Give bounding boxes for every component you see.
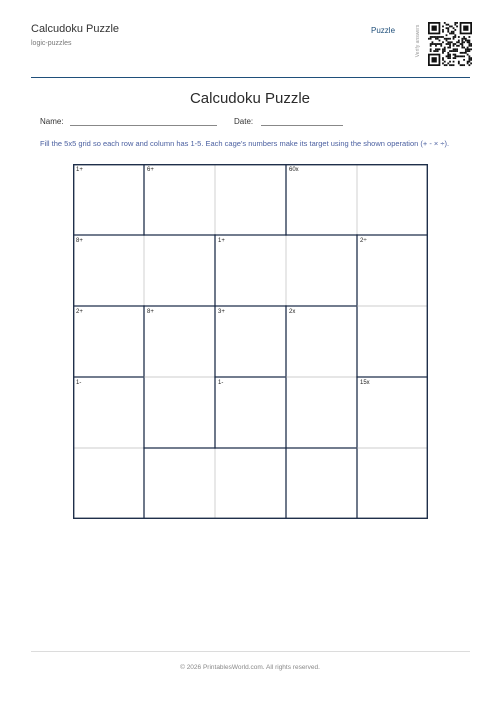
header-divider [31, 77, 470, 78]
footer-divider [31, 651, 470, 652]
instructions: Fill the 5x5 grid so each row and column has 1-5. Each cage's numbers make its target using the shown operation (+ - × ÷). [40, 139, 450, 148]
date-field[interactable] [261, 125, 343, 126]
qr-code-icon [428, 16, 472, 73]
grid-cell[interactable] [144, 306, 215, 377]
cage-clue: 8+ [76, 238, 83, 244]
cage-clue: 2+ [76, 309, 83, 315]
header-title: Calcudoku Puzzle [31, 23, 120, 35]
footer-copyright: © 2026 PrintablesWorld.com. All rights reserved. [180, 664, 320, 671]
grid-cell[interactable] [357, 235, 428, 306]
grid-cell[interactable] [144, 164, 215, 235]
date-label: Date: [234, 117, 254, 126]
calcudoku-grid[interactable] [73, 164, 428, 519]
cage-clue: 1+ [218, 238, 225, 244]
cage-clue: 2÷ [360, 238, 367, 244]
cage-clue: 6+ [147, 167, 154, 173]
grid-cell[interactable] [286, 235, 357, 306]
verify-label: Verify answers [415, 24, 421, 58]
grid-cell[interactable] [286, 306, 357, 377]
grid-cell[interactable] [357, 164, 428, 235]
cage-clue: 3+ [218, 309, 225, 315]
grid-cell[interactable] [215, 448, 286, 519]
cage-clue: 60x [289, 167, 299, 173]
grid-cell[interactable] [215, 164, 286, 235]
grid-cell[interactable] [144, 448, 215, 519]
grid-cell[interactable] [357, 306, 428, 377]
grid-cell[interactable] [357, 448, 428, 519]
verify-label-container [413, 16, 423, 72]
grid-cell[interactable] [286, 448, 357, 519]
cage-clue: 2x [289, 309, 296, 315]
grid-cell[interactable] [215, 377, 286, 448]
grid-cell[interactable] [73, 235, 144, 306]
grid-cell[interactable] [357, 377, 428, 448]
grid-cell[interactable] [73, 306, 144, 377]
grid-cell[interactable] [144, 235, 215, 306]
grid-cell[interactable] [286, 164, 357, 235]
name-label: Name: [40, 117, 64, 126]
cage-clue: 8+ [147, 309, 154, 315]
grid-cell[interactable] [73, 377, 144, 448]
grid-cell[interactable] [144, 377, 215, 448]
cage-clue: 1- [76, 380, 82, 386]
document-title: Calcudoku Puzzle [189, 90, 311, 107]
grid-cell[interactable] [286, 377, 357, 448]
grid-cell[interactable] [215, 306, 286, 377]
grid-lines [73, 164, 428, 519]
grid-cell[interactable] [215, 235, 286, 306]
grid-cell[interactable] [73, 448, 144, 519]
cage-clue: 1- [218, 380, 224, 386]
name-field[interactable] [70, 125, 217, 126]
header-subtitle: logic-puzzles [31, 40, 72, 47]
cage-clue: 1+ [76, 167, 83, 173]
header-tag: Puzzle [371, 26, 396, 35]
cage-clue: 15x [360, 380, 370, 386]
grid-cell[interactable] [73, 164, 144, 235]
